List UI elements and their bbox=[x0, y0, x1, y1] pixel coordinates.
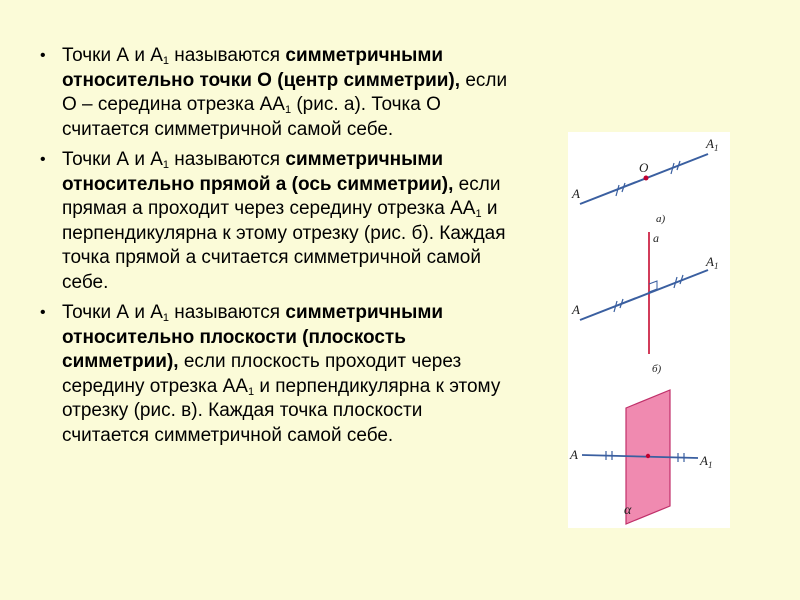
text: и перпендикулярна к этому отрезку (рис. б). Каждая точка прямой а считается симметричной самой себе. bbox=[62, 198, 506, 293]
bold-term: симметричными относительно плоскости (плоскость симметрии), bbox=[62, 302, 444, 372]
text: и перпендикулярна к этому отрезку (рис. в). Каждая точка плоскости считается симметричной самой себе. bbox=[62, 375, 501, 446]
caption-b: б) bbox=[652, 363, 662, 375]
subscript: 1 bbox=[475, 208, 482, 220]
label-line-a: a bbox=[653, 231, 659, 245]
text: (рис. а). Точка О считается симметричной самой себе. bbox=[62, 94, 441, 140]
symmetry-diagram bbox=[568, 132, 730, 528]
text: называются bbox=[169, 302, 286, 323]
label-alpha: α bbox=[624, 503, 632, 518]
text: называются bbox=[169, 149, 286, 170]
text: если О – середина отрезка АА bbox=[62, 69, 508, 115]
subscript: 1 bbox=[162, 312, 170, 324]
figure-c bbox=[569, 390, 712, 524]
label-a: A bbox=[572, 186, 580, 201]
text: Точки А и А bbox=[62, 45, 163, 66]
bold-term: симметричными относительно точки О (центр симметрии), bbox=[62, 45, 461, 91]
point-o bbox=[644, 176, 649, 181]
bullet-list bbox=[40, 44, 510, 454]
midpoint bbox=[646, 454, 650, 458]
text: Точки А и А bbox=[62, 302, 163, 323]
subscript: 1 bbox=[284, 104, 292, 116]
bullet-dot: • bbox=[40, 151, 46, 168]
bullet-point-axis-symmetry bbox=[40, 148, 510, 295]
symmetry-figure-panel bbox=[568, 132, 730, 528]
text: если плоскость проходит через середину отрезка АА bbox=[62, 351, 462, 397]
segment-aa1 bbox=[580, 270, 708, 320]
bold-term: симметричными относительно прямой а (ось симметрии), bbox=[62, 149, 454, 195]
text: если прямая а проходит через середину отрезка АА bbox=[62, 173, 501, 219]
figure-b bbox=[571, 231, 718, 375]
label-a: A bbox=[572, 302, 580, 317]
label-a1: $A_1$ bbox=[706, 254, 719, 271]
text: называются bbox=[169, 45, 286, 66]
bullet-point-center-symmetry bbox=[40, 44, 510, 142]
label-a: A bbox=[570, 447, 578, 462]
label-a1: $A_1$ bbox=[700, 453, 713, 470]
label-a1: $A_1$ bbox=[706, 136, 719, 153]
subscript: 1 bbox=[162, 159, 170, 171]
figure-a bbox=[571, 136, 718, 225]
subscript: 1 bbox=[247, 385, 255, 398]
caption-a: а) bbox=[656, 213, 666, 225]
text: Точки А и А bbox=[62, 149, 163, 170]
label-o: O bbox=[639, 160, 649, 175]
bullet-dot: • bbox=[40, 47, 46, 64]
subscript: 1 bbox=[162, 55, 170, 67]
bullet-dot: • bbox=[40, 304, 46, 321]
bullet-point-plane-symmetry bbox=[40, 301, 510, 448]
